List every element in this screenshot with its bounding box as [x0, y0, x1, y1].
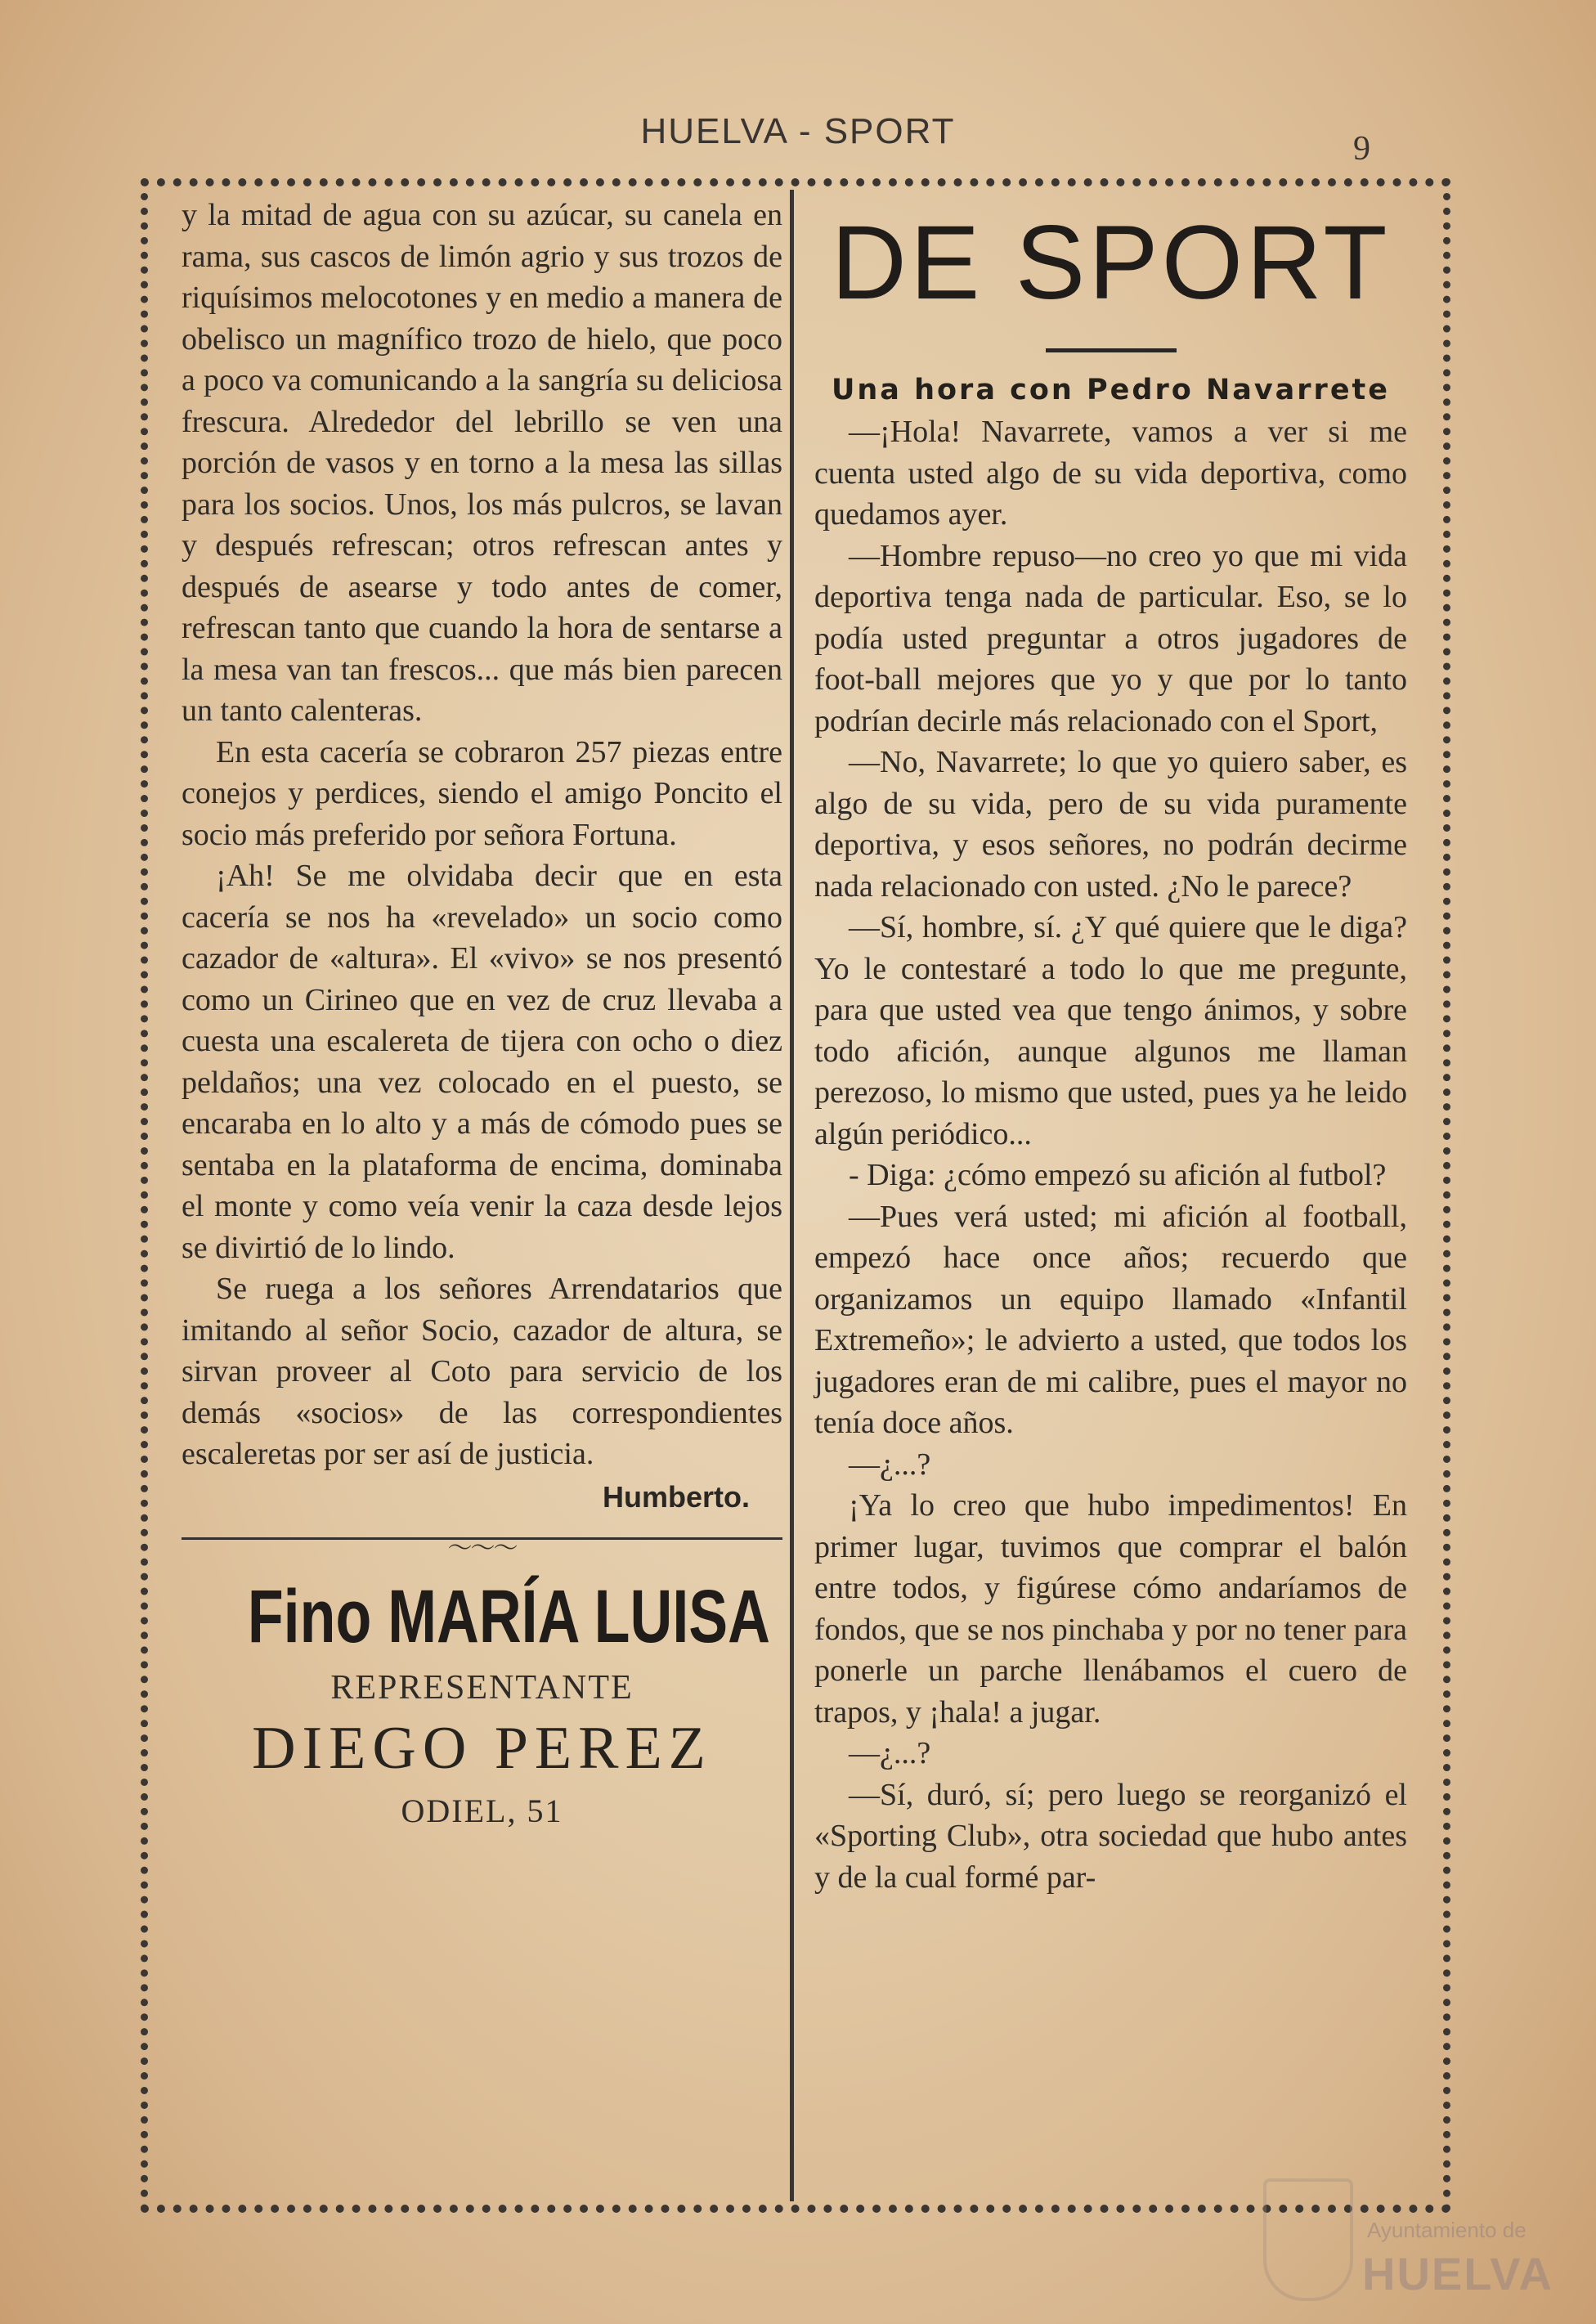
page-number: 9: [1353, 130, 1370, 168]
divider-flourish-icon: 〜〜〜: [447, 1533, 517, 1563]
watermark-top-text: Ayuntamiento de: [1367, 2218, 1527, 2242]
right-paragraph-1: —¡Hola! Navarrete, vamos a ver si me cuenta usted algo de su vida deportiva, como quedamos ayer.: [814, 415, 1407, 532]
right-paragraph-8: ¡Ya lo creo que hubo impedimentos! En primer lugar, tuvimos que comprar el balón entre todos, y figúrese cómo andaríamos de fondos, que se nos pinchaba y por no tener para ponerle un parche llenábamos el cuero de trapos, y ¡hala! a jugar.: [814, 1488, 1407, 1730]
advertisement: [182, 1572, 782, 1830]
left-column: [182, 195, 782, 1830]
right-column: [814, 195, 1407, 1898]
right-paragraph-2: —Hombre repuso—no creo yo que mi vida deportiva tenga nada de particular. Eso, se lo podía usted preguntar a otros jugadores de foot-ball mejores que yo y que por lo tanto podrían decirle más relacionado con el Sport,: [814, 538, 1407, 738]
column-divider: [790, 190, 794, 2201]
right-paragraph-6: —Pues verá usted; mi afición al football, empezó hace once años; recuerdo que organizamos un equipo llamado «Infantil Extremeño»; le advierto a usted, que todos los jugadores eran de mi calibre, pues el mayor no tenía doce años.: [814, 1199, 1407, 1440]
article-title: Una hora con Pedro Navarrete: [831, 374, 1391, 406]
right-paragraph-10: —Sí, duró, sí; pero luego se reorganizó el «Sporting Club», otra sociedad que hubo antes y de la cual formé par-: [814, 1777, 1407, 1895]
left-paragraph-2: En esta cacería se cobraron 257 piezas entre conejos y perdices, siendo el amigo Poncito el socio más preferido por señora Fortuna.: [182, 734, 782, 852]
right-paragraph-9: —¿...?: [849, 1736, 931, 1770]
city-seal-icon: [1263, 2178, 1353, 2301]
watermark-main-text: HUELVA: [1362, 2248, 1553, 2299]
right-paragraph-3: —No, Navarrete; lo que yo quiero saber, es algo de su vida, pero de su vida puramente deportiva, y esos señores, no podrán decirme nada relacionado con usted. ¿No le parece?: [814, 745, 1407, 904]
author-signature: Humberto.: [603, 1479, 750, 1514]
ad-address: ODIEL, 51: [401, 1792, 563, 1829]
left-paragraph-1: y la mitad de agua con su azúcar, su canela en rama, sus cascos de limón agrio y sus trozos de riquísimos melocotones y en medio a manera de obelisco un magnífico trozo de hielo, que poco a poco va comunicando a la sangría su deliciosa frescura. Alrededor del lebrillo se ven una porción de vasos y en torno a la mesa las sillas para los socios. Unos, los más pulcros, se lavan y después refrescan; otros refrescan antes y después de asearse y todo antes de comer, refrescan tanto que cuando la hora de sentarse a la mesa van tan frescos... que más bien parecen un tanto calenteras.: [182, 198, 782, 728]
left-paragraph-3: ¡Ah! Se me olvidaba decir que en esta cacería se nos ha «revelado» un socio como cazador de «altura». El «vivo» se nos presentó como un Cirineo que en vez de cruz llevaba a cuesta una escalereta de tijera con ocho o diez peldaños; una vez colocado en el puesto, se encaraba en lo alto y a más de cómodo pues se sentaba en la plataforma de encima, dominaba el monte y como veía venir la caza desde lejos se divirtió de lo lindo.: [182, 859, 782, 1265]
ad-name: DIEGO PEREZ: [252, 1714, 712, 1782]
right-paragraph-4: —Sí, hombre, sí. ¿Y qué quiere que le diga? Yo le contestaré a todo lo que me pregunte, para que usted vea que tengo ánimos, y sobre todo afición, aunque algunos me llaman perezoso, lo mismo que usted, pues ya he leido algún periódico...: [814, 910, 1407, 1151]
ad-role: REPRESENTANTE: [330, 1668, 634, 1707]
section-title: DE SPORT: [831, 204, 1391, 321]
left-paragraph-4: Se ruega a los señores Arrendatarios que imitando al señor Socio, cazador de altura, se sirvan proveer al Coto para servicio de los demás «socios» de las correspondientes escaleretas por ser así de justicia.: [182, 1272, 782, 1471]
ornamental-divider: [182, 1526, 782, 1563]
right-paragraph-7: —¿...?: [849, 1447, 931, 1482]
ad-title: Fino MARÍA LUISA: [247, 1574, 770, 1658]
running-head: HUELVA - SPORT: [640, 111, 956, 151]
right-paragraph-5: - Diga: ¿cómo empezó su afición al futbol?: [849, 1158, 1387, 1192]
title-rule: [1046, 348, 1177, 352]
